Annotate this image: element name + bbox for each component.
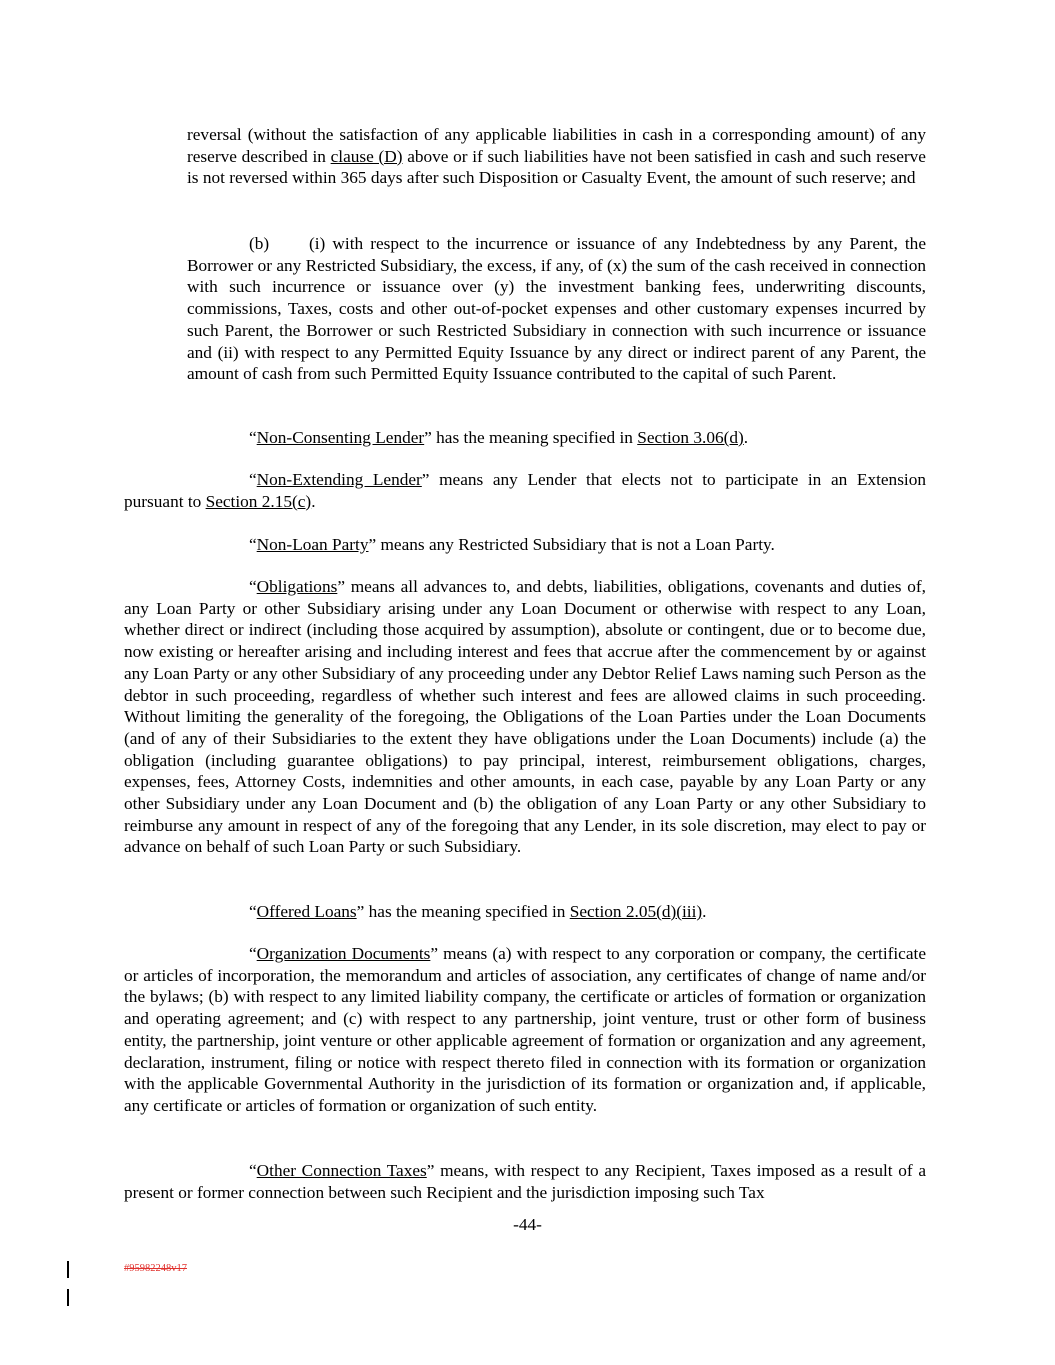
change-bar <box>67 1261 69 1278</box>
cross-reference: Section 2.15(c) <box>205 491 312 511</box>
defined-term: Non-Extending Lender <box>256 470 422 489</box>
definition-non-consenting-lender: “Non-Consenting Lender” has the meaning specified in Section 3.06(d). <box>249 428 749 447</box>
cross-reference: Section 2.05(d)(iii) <box>569 902 703 921</box>
paragraph-b-indebtedness: (b) (i) with respect to the incurrence or issuance of any Indebtedness by any Parent, the Borrower or any Restricted Subsidiary, the excess, if any, of (x) the sum of the cash received in connection with such incurrence or issuance over (y) the investment banking fees, underwriting discounts, commissions, Taxes, costs and other out-of-pocket expenses and other customary expenses incurred by such Parent, the Borrower or such Restricted Subsidiary in connection with such incurrence or issuance and (ii) with respect to any Permitted Equity Issuance by any direct or indirect parent of any Parent, the amount of cash from such Permitted Equity Issuance contributed to the capital of such Parent. <box>187 234 926 384</box>
definition-other-connection-taxes: “Other Connection Taxes” means, with respect to any Recipient, Taxes imposed as a result of a present or former connection between such Recipient and the jurisdiction imposing such Tax <box>124 1161 926 1202</box>
document-id: #95982248v17 <box>124 1263 187 1274</box>
clause-label-b: (b) <box>249 234 270 253</box>
defined-term: Organization Documents <box>256 944 431 963</box>
defined-term: Non-Consenting Lender <box>256 428 425 447</box>
definition-offered-loans: “Offered Loans” has the meaning specified in Section 2.05(d)(iii). <box>249 902 707 921</box>
definition-obligations: “Obligations” means all advances to, and debts, liabilities, obligations, covenants and duties of, any Loan Party or other Subsidiary arising under any Loan Document or otherwise with respect to any Loan, whether direct or indirect (including those acquired by assumption), absolute or contingent, due or to become due, now existing or hereafter arising and including interest and fees that accrue after the commencement by or against any Loan Party or any other Subsidiary of any proceeding under any Debtor Relief Laws naming such Person as the debtor in such proceeding, regardless of whether such interest and fees are allowed claims in such proceeding. Without limiting the generality of the foregoing, the Obligations of the Loan Parties under the Loan Documents (and of any of their Subsidiaries to the extent they have obligations under the Loan Documents) include (a) the obligation (including guarantee obligations) to pay principal, interest, reimbursement obligations, charges, expenses, fees, Attorney Costs, indemnities and other amounts, in each case, payable by any Loan Party or any other Subsidiary under any Loan Document and (b) the obligation of any Loan Party or any other Subsidiary to reimburse any amount in respect of any of the foregoing that any Lender, in its sole discretion, may elect to pay or advance on behalf of such Loan Party or such Subsidiary. <box>124 577 926 857</box>
cross-reference: Section 3.06(d) <box>637 428 744 447</box>
cross-reference: clause (D) <box>330 146 403 166</box>
clause-label-i: (i) <box>309 234 326 253</box>
definition-organization-documents: “Organization Documents” means (a) with respect to any corporation or company, the certificate or articles of incorporation, the memorandum and articles of association, any certificates of change of name and/or the bylaws; (b) with respect to any limited liability company, the certificate or articles of formation or organization and operating agreement; and (c) with respect to any partnership, joint venture, trust or other form of business entity, the partnership, joint venture or other applicable agreement of formation or organization and any agreement, declaration, instrument, filing or notice with respect thereto filed in connection with its formation or organization with the applicable Governmental Authority in the jurisdiction of its formation or organization and, if applicable, any certificate or articles of formation or organization of such entity. <box>124 944 926 1115</box>
paragraph-reserve-reversal: reversal (without the satisfaction of any applicable liabilities in cash in a corresponding amount) of any reserve described in clause (D) above or if such liabilities have not been satisfied in cash and such reserve is not reversed within 365 days after such Disposition or Casualty Event, the amount of such reserve; and <box>187 125 926 188</box>
defined-term: Non-Loan Party <box>256 535 369 554</box>
definition-non-extending-lender: “Non-Extending Lender” means any Lender that elects not to participate in an Extension pursuant to Section 2.15(c). <box>124 470 926 511</box>
defined-term: Other Connection Taxes <box>256 1161 427 1180</box>
defined-term: Offered Loans <box>256 902 357 921</box>
page-number: -44- <box>513 1215 542 1234</box>
change-bar <box>67 1289 69 1306</box>
definition-non-loan-party: “Non-Loan Party” means any Restricted Subsidiary that is not a Loan Party. <box>249 535 775 554</box>
defined-term: Obligations <box>256 577 338 596</box>
